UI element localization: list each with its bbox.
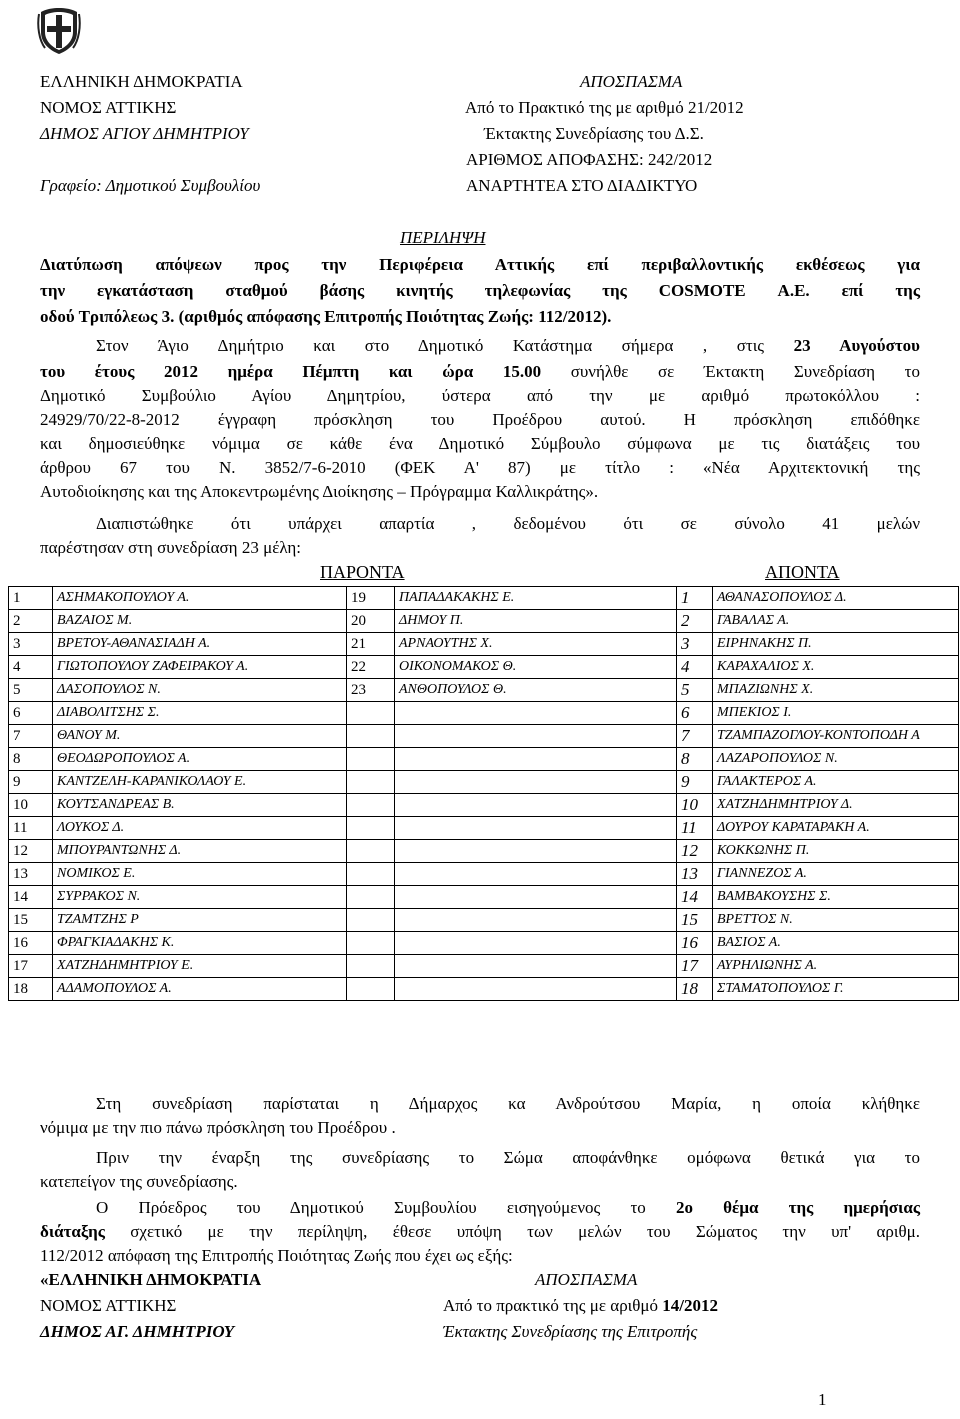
absent-number-cell: 13 xyxy=(677,863,713,886)
present-name-cell xyxy=(395,702,677,725)
greek-coat-of-arms-icon xyxy=(37,6,81,56)
quote-session-type: Έκτακτης Συνεδρίασης της Επιτροπής xyxy=(443,1322,698,1341)
present-name-cell: ΣΥΡΡΑΚΟΣ Ν. xyxy=(53,886,347,909)
present-number-cell xyxy=(347,840,395,863)
table-row xyxy=(9,587,959,610)
present-name-cell: ΠΑΠΑΔΑΚΑΚΗΣ Ε. xyxy=(395,587,677,610)
present-number-cell: 22 xyxy=(347,656,395,679)
attendance-table xyxy=(8,586,959,1001)
table-row xyxy=(9,748,959,771)
summary-heading: ΠΕΡΙΛΗΨΗ xyxy=(400,228,486,247)
header-session-type: Έκτακτης Συνεδρίασης του Δ.Σ. xyxy=(484,124,704,143)
present-number-cell xyxy=(347,794,395,817)
absent-number-cell: 1 xyxy=(677,587,713,610)
present-name-cell: ΓΙΩΤΟΠΟΥΛΟΥ ΖΑΦΕΙΡΑΚΟΥ Α. xyxy=(53,656,347,679)
table-row xyxy=(9,840,959,863)
body-paragraph-line: Στον Άγιο Δημήτριο και στο Δημοτικό Κατάστημα σήμερα , στις 23 Αυγούστου xyxy=(96,336,921,355)
table-row xyxy=(9,978,959,1001)
present-number-cell: 1 xyxy=(9,587,53,610)
body-paragraph-line: Δημοτικό Συμβούλιο Αγίου Δημητρίου, ύστερα από την με αριθμό πρωτοκόλλου : xyxy=(40,386,920,405)
present-name-cell: ΘΑΝΟΥ Μ. xyxy=(53,725,347,748)
absent-name-cell: ΜΠΑΖΙΩΝΗΣ Χ. xyxy=(713,679,959,702)
present-name-cell xyxy=(395,863,677,886)
table-row xyxy=(9,656,959,679)
quote-extract-title: ΑΠΟΣΠΑΣΜΑ xyxy=(535,1270,638,1289)
quote-prefecture: ΝΟΜΟΣ ΑΤΤΙΚΗΣ xyxy=(40,1296,177,1315)
present-name-cell xyxy=(395,909,677,932)
absent-number-cell: 7 xyxy=(677,725,713,748)
present-number-cell xyxy=(347,955,395,978)
present-name-cell: ΔΑΣΟΠΟΥΛΟΣ Ν. xyxy=(53,679,347,702)
table-row xyxy=(9,794,959,817)
present-name-cell: ΤΖΑΜΤΖΗΣ Ρ xyxy=(53,909,347,932)
table-row xyxy=(9,771,959,794)
absent-name-cell: ΕΙΡΗΝΑΚΗΣ Π. xyxy=(713,633,959,656)
present-name-cell: ΔΙΑΒΟΛΙΤΣΗΣ Σ. xyxy=(53,702,347,725)
absent-name-cell: ΒΑΜΒΑΚΟΥΣΗΣ Σ. xyxy=(713,886,959,909)
absent-name-cell: ΒΑΣΙΟΣ Α. xyxy=(713,932,959,955)
header-prefecture: ΝΟΜΟΣ ΑΤΤΙΚΗΣ xyxy=(40,98,177,117)
present-number-cell: 15 xyxy=(9,909,53,932)
absent-number-cell: 17 xyxy=(677,955,713,978)
header-office: Γραφείο: Δημοτικού Συμβουλίου xyxy=(40,176,261,195)
present-number-cell xyxy=(347,702,395,725)
absent-number-cell: 16 xyxy=(677,932,713,955)
present-name-cell: ΦΡΑΓΚΙΑΔΑΚΗΣ Κ. xyxy=(53,932,347,955)
absent-label: ΑΠΟΝΤΑ xyxy=(765,562,840,582)
table-row xyxy=(9,886,959,909)
present-number-cell: 21 xyxy=(347,633,395,656)
present-name-cell xyxy=(395,932,677,955)
present-number-cell: 16 xyxy=(9,932,53,955)
present-number-cell xyxy=(347,932,395,955)
absent-number-cell: 2 xyxy=(677,610,713,633)
absent-name-cell: ΓΑΒΑΛΑΣ Α. xyxy=(713,610,959,633)
quorum-line: Διαπιστώθηκε ότι υπάρχει απαρτία , δεδομένου ότι σε σύνολο 41 μελών xyxy=(96,514,920,533)
present-number-cell xyxy=(347,863,395,886)
present-name-cell xyxy=(395,771,677,794)
summary-line: οδού Τριπόλεως 3. (αριθμός απόφασης Επιτροπής Ποιότητας Ζωής: 112/2012). xyxy=(40,307,612,326)
absent-number-cell: 12 xyxy=(677,840,713,863)
absent-number-cell: 6 xyxy=(677,702,713,725)
present-number-cell: 8 xyxy=(9,748,53,771)
present-number-cell xyxy=(347,978,395,1001)
table-row xyxy=(9,610,959,633)
present-name-cell xyxy=(395,748,677,771)
present-name-cell: ΑΝΘΟΠΟΥΛΟΣ Θ. xyxy=(395,679,677,702)
page-number: 1 xyxy=(818,1390,827,1409)
present-number-cell: 10 xyxy=(9,794,53,817)
body-paragraph-line: του έτους 2012 ημέρα Πέμπτη και ώρα 15.00 συνήλθε σε Έκτακτη Συνεδρίαση το xyxy=(40,362,921,381)
absent-number-cell: 11 xyxy=(677,817,713,840)
absent-name-cell: ΓΑΛΑΚΤΕΡΟΣ Α. xyxy=(713,771,959,794)
present-number-cell: 13 xyxy=(9,863,53,886)
present-name-cell xyxy=(395,794,677,817)
absent-name-cell: ΤΖΑΜΠΑΖΟΓΛΟΥ-ΚΟΝΤΟΠΟΔΗ Α xyxy=(713,725,959,748)
absent-name-cell: ΚΑΡΑΧΑΛΙΟΣ Χ. xyxy=(713,656,959,679)
present-name-cell xyxy=(395,725,677,748)
header-minutes-ref: Από το Πρακτικό της με αριθμό 21/2012 xyxy=(465,98,744,117)
present-number-cell: 14 xyxy=(9,886,53,909)
table-row xyxy=(9,909,959,932)
table-row xyxy=(9,633,959,656)
present-name-cell: ΔΗΜΟΥ Π. xyxy=(395,610,677,633)
body-paragraph-line: άρθρου 67 του Ν. 3852/7-6-2010 (ΦΕΚ Α' 87) με τίτλο : «Νέα Αρχιτεκτονική της xyxy=(40,458,920,477)
mayor-presence-line: Στη συνεδρίαση παρίσταται η Δήμαρχος κα Ανδρούτσου Μαρία, η οποία κλήθηκε xyxy=(96,1094,920,1113)
table-row xyxy=(9,725,959,748)
absent-number-cell: 4 xyxy=(677,656,713,679)
president-line: Ο Πρόεδρος του Δημοτικού Συμβουλίου εισηγούμενος το 2ο θέμα της ημερήσιας xyxy=(96,1198,920,1217)
table-row xyxy=(9,817,959,840)
quorum-line: παρέστησαν στη συνεδρίαση 23 μέλη: xyxy=(40,538,302,557)
absent-name-cell: ΛΑΖΑΡΟΠΟΥΛΟΣ Ν. xyxy=(713,748,959,771)
present-name-cell: ΑΔΑΜΟΠΟΥΛΟΣ Α. xyxy=(53,978,347,1001)
present-number-cell xyxy=(347,771,395,794)
quote-municipality: ΔΗΜΟΣ ΑΓ. ΔΗΜΗΤΡΙΟΥ xyxy=(40,1322,235,1341)
absent-name-cell: ΑΘΑΝΑΣΟΠΟΥΛΟΣ Δ. xyxy=(713,587,959,610)
present-name-cell: ΜΠΟΥΡΑΝΤΩΝΗΣ Δ. xyxy=(53,840,347,863)
absent-name-cell: ΚΟΚΚΩΝΗΣ Π. xyxy=(713,840,959,863)
present-name-cell xyxy=(395,840,677,863)
present-number-cell: 7 xyxy=(9,725,53,748)
mayor-presence-line: νόμιμα με την πιο πάνω πρόσκληση του Προέδρου . xyxy=(40,1118,396,1137)
present-number-cell xyxy=(347,748,395,771)
present-label: ΠΑΡΟΝΤΑ xyxy=(320,562,405,582)
present-name-cell: ΑΡΝΑΟΥΤΗΣ Χ. xyxy=(395,633,677,656)
present-number-cell: 6 xyxy=(9,702,53,725)
present-name-cell xyxy=(395,955,677,978)
present-number-cell: 17 xyxy=(9,955,53,978)
present-name-cell: ΧΑΤΖΗΔΗΜΗΤΡΙΟΥ Ε. xyxy=(53,955,347,978)
summary-line: Διατύπωση απόψεων προς την Περιφέρεια Αττικής επί περιβαλλοντικής εκθέσεως για xyxy=(40,255,920,274)
table-row xyxy=(9,702,959,725)
present-number-cell: 3 xyxy=(9,633,53,656)
absent-name-cell: ΣΤΑΜΑΤΟΠΟΥΛΟΣ Γ. xyxy=(713,978,959,1001)
table-row xyxy=(9,955,959,978)
absent-number-cell: 9 xyxy=(677,771,713,794)
table-row xyxy=(9,932,959,955)
present-name-cell: ΒΑΖΑΙΟΣ Μ. xyxy=(53,610,347,633)
absent-number-cell: 3 xyxy=(677,633,713,656)
present-number-cell: 9 xyxy=(9,771,53,794)
absent-number-cell: 8 xyxy=(677,748,713,771)
header-post-online: ΑΝΑΡΤΗΤΕΑ ΣΤΟ ΔΙΑΔΙΚΤΥΟ xyxy=(466,176,698,195)
absent-number-cell: 10 xyxy=(677,794,713,817)
absent-number-cell: 18 xyxy=(677,978,713,1001)
present-number-cell xyxy=(347,909,395,932)
present-name-cell: ΒΡΕΤΟΥ-ΑΘΑΝΑΣΙΑΔΗ Α. xyxy=(53,633,347,656)
body-paragraph-line: 24929/70/22-8-2012 έγγραφη πρόσκληση του Προέδρου αυτού. Η πρόσκληση επιδόθηκε xyxy=(40,410,920,429)
present-number-cell: 20 xyxy=(347,610,395,633)
present-number-cell: 2 xyxy=(9,610,53,633)
absent-number-cell: 14 xyxy=(677,886,713,909)
present-name-cell: ΟΙΚΟΝΟΜΑΚΟΣ Θ. xyxy=(395,656,677,679)
urgency-line: Πριν την έναρξη της συνεδρίασης το Σώμα αποφάνθηκε ομόφωνα θετικά για το xyxy=(96,1148,920,1167)
present-number-cell xyxy=(347,725,395,748)
header-extract-title: ΑΠΟΣΠΑΣΜΑ xyxy=(580,72,683,91)
present-name-cell: ΛΟΥΚΟΣ Δ. xyxy=(53,817,347,840)
table-row xyxy=(9,679,959,702)
absent-number-cell: 15 xyxy=(677,909,713,932)
present-name-cell xyxy=(395,886,677,909)
president-line: 112/2012 απόφαση της Επιτροπής Ποιότητας Ζωής που έχει ως εξής: xyxy=(40,1246,513,1265)
present-number-cell: 23 xyxy=(347,679,395,702)
present-name-cell: ΘΕΟΔΩΡΟΠΟΥΛΟΣ Α. xyxy=(53,748,347,771)
present-number-cell: 18 xyxy=(9,978,53,1001)
quote-country: «ΕΛΛΗΝΙΚΗ ΔΗΜΟΚΡΑΤΙΑ xyxy=(40,1270,262,1289)
present-name-cell: ΚΑΝΤΖΕΛΗ-ΚΑΡΑΝΙΚΟΛΑΟΥ Ε. xyxy=(53,771,347,794)
present-name-cell: ΚΟΥΤΣΑΝΔΡΕΑΣ Β. xyxy=(53,794,347,817)
president-line: διάταξης σχετικό με την περίληψη, έθεσε υπόψη των μελών του Σώματος την υπ' αριθμ. xyxy=(40,1222,920,1241)
present-name-cell: ΝΟΜΙΚΟΣ Ε. xyxy=(53,863,347,886)
present-number-cell: 5 xyxy=(9,679,53,702)
header-decision-number: ΑΡΙΘΜΟΣ ΑΠΟΦΑΣΗΣ: 242/2012 xyxy=(466,150,713,169)
urgency-line: κατεπείγον της συνεδρίασης. xyxy=(40,1172,238,1191)
absent-name-cell: ΔΟΥΡΟΥ ΚΑΡΑΤΑΡΑΚΗ Α. xyxy=(713,817,959,840)
absent-name-cell: ΓΙΑΝΝΕΖΟΣ Α. xyxy=(713,863,959,886)
body-paragraph-line: Αυτοδιοίκησης και της Αποκεντρωμένης Διοίκησης – Πρόγραμμα Καλλικράτης». xyxy=(40,482,599,501)
present-number-cell: 12 xyxy=(9,840,53,863)
present-number-cell: 19 xyxy=(347,587,395,610)
header-municipality: ΔΗΜΟΣ ΑΓΙΟΥ ΔΗΜΗΤΡΙΟΥ xyxy=(40,124,249,143)
absent-name-cell: ΑΥΡΗΛΙΩΝΗΣ Α. xyxy=(713,955,959,978)
absent-name-cell: ΧΑΤΖΗΔΗΜΗΤΡΙΟΥ Δ. xyxy=(713,794,959,817)
body-paragraph-line: και δημοσιεύθηκε νόμιμα σε κάθε ένα Δημοτικό Σύμβουλο σύμφωνα με τις διατάξεις του xyxy=(40,434,920,453)
present-number-cell xyxy=(347,817,395,840)
present-number-cell: 4 xyxy=(9,656,53,679)
present-name-cell xyxy=(395,978,677,1001)
present-name-cell xyxy=(395,817,677,840)
absent-name-cell: ΒΡΕΤΤΟΣ Ν. xyxy=(713,909,959,932)
quote-minutes-ref: Από το πρακτικό της με αριθμό 14/2012 xyxy=(443,1296,718,1315)
absent-number-cell: 5 xyxy=(677,679,713,702)
summary-line: την εγκατάσταση σταθμού βάσης κινητής τηλεφωνίας της COSMOTE Α.Ε. επί της xyxy=(40,281,920,300)
present-name-cell: ΑΣΗΜΑΚΟΠΟΥΛΟΥ Α. xyxy=(53,587,347,610)
header-country: ΕΛΛΗΝΙΚΗ ΔΗΜΟΚΡΑΤΙΑ xyxy=(40,72,243,91)
present-number-cell xyxy=(347,886,395,909)
table-row xyxy=(9,863,959,886)
present-number-cell: 11 xyxy=(9,817,53,840)
absent-name-cell: ΜΠΕΚΙΟΣ Ι. xyxy=(713,702,959,725)
